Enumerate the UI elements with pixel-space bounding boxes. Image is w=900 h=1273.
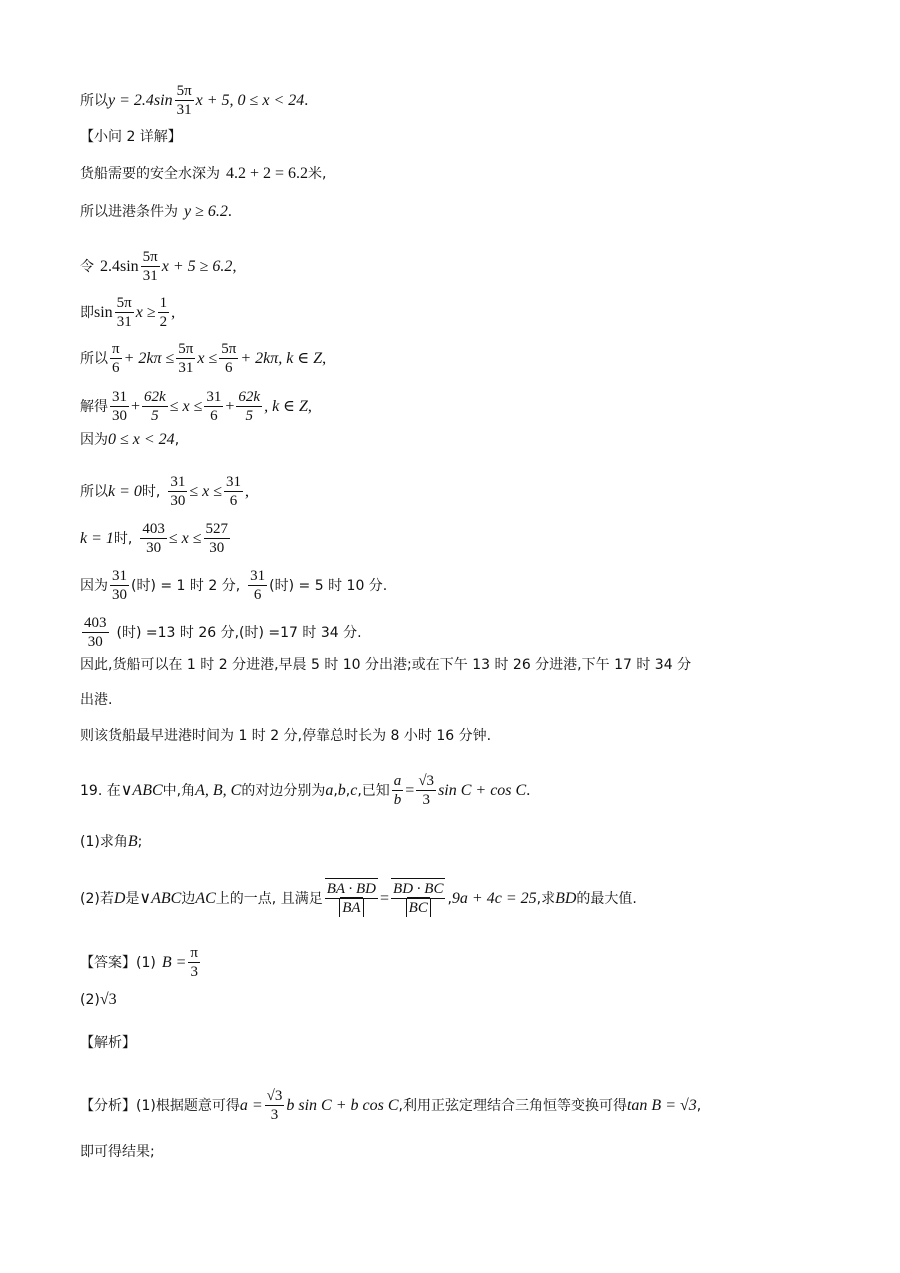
denominator: 30 xyxy=(112,408,127,424)
formula: k = 0 xyxy=(108,482,142,500)
fraction xyxy=(248,567,267,604)
numerator: 31 xyxy=(112,389,127,405)
numerator: 5π xyxy=(221,341,237,357)
formula: ≤ x ≤ xyxy=(168,529,202,547)
numerator: 1 xyxy=(159,295,168,311)
denominator: BA xyxy=(339,899,363,917)
fraction xyxy=(141,248,160,285)
formula: y = 2.4sin xyxy=(108,91,173,109)
text: 的对边分别为 xyxy=(241,782,326,799)
formula: y ≥ 6.2 xyxy=(184,203,228,220)
fraction xyxy=(325,880,378,917)
numerator: 403 xyxy=(84,615,107,631)
numerator: 403 xyxy=(142,521,165,537)
numerator: BA · BD xyxy=(326,881,377,897)
text: 所以 xyxy=(80,92,108,109)
fraction xyxy=(391,880,445,917)
denominator: 30 xyxy=(87,634,103,650)
denominator: 3 xyxy=(190,964,198,980)
punct: , xyxy=(232,257,237,275)
text: 货船需要的安全水深为 xyxy=(80,166,220,182)
formula: sin xyxy=(94,303,113,321)
numerator: 527 xyxy=(205,521,229,537)
numerator: 31 xyxy=(112,568,127,584)
fraction xyxy=(82,614,109,651)
formula: 2.4sin xyxy=(100,257,139,275)
text: (1)根据题意可得 xyxy=(136,1097,240,1114)
formula: k = 1 xyxy=(80,529,114,547)
question-2 xyxy=(80,880,637,917)
formula: + xyxy=(225,397,235,415)
line-6 xyxy=(80,294,175,331)
answer-label: 【答案】 xyxy=(80,954,136,971)
denominator: 2 xyxy=(159,314,168,330)
denominator: 6 xyxy=(229,493,238,509)
text: 因为 xyxy=(80,432,108,448)
formula: ≤ x ≤ xyxy=(189,482,223,500)
numerator: 31 xyxy=(226,474,242,490)
numerator: √3 xyxy=(418,773,435,789)
fraction xyxy=(265,1087,285,1124)
formula: BD xyxy=(555,889,577,907)
text: 的最大值. xyxy=(576,890,637,907)
numerator: 62k xyxy=(238,389,261,405)
punct: . xyxy=(526,781,531,799)
line-9 xyxy=(80,431,179,449)
denominator: 6 xyxy=(253,587,262,603)
formula: ≤ x ≤ xyxy=(169,397,203,415)
formula: x + 5, 0 ≤ x < 24 xyxy=(195,91,305,109)
text: 时, xyxy=(113,530,133,547)
line-16: 则该货船最早进港时间为 1 时 2 分,停靠总时长为 8 小时 16 分钟. xyxy=(80,728,492,744)
numerator: 31 xyxy=(170,474,186,490)
text: 上的一点, 且满足 xyxy=(215,890,323,907)
line-15: 出港. xyxy=(80,692,113,708)
fraction xyxy=(115,294,134,331)
formula: x + 5 ≥ 6.2 xyxy=(161,257,233,275)
answer-2 xyxy=(80,991,117,1009)
denominator: b xyxy=(393,792,402,808)
denominator: 30 xyxy=(112,587,127,603)
question-1 xyxy=(80,833,142,851)
fraction xyxy=(416,772,436,809)
text: 所以 xyxy=(80,483,108,500)
denominator: 31 xyxy=(178,360,194,376)
fraction xyxy=(219,340,238,377)
fraction xyxy=(110,340,122,377)
denominator: 6 xyxy=(112,360,120,376)
text: (时) = 1 时 2 分, xyxy=(131,577,241,594)
fraction xyxy=(175,82,194,119)
fraction xyxy=(140,520,167,557)
denominator: BC xyxy=(406,899,431,917)
formula: 0 ≤ x < 24 xyxy=(108,431,175,448)
formula: + 2kπ ≤ xyxy=(123,349,175,367)
denominator: 30 xyxy=(209,540,225,556)
formula: a xyxy=(325,781,334,799)
fraction xyxy=(204,388,223,425)
fraction xyxy=(110,388,129,425)
line-13 xyxy=(80,614,362,651)
numerator: 5π xyxy=(142,249,158,265)
line-10 xyxy=(80,473,249,510)
formula: = xyxy=(380,889,390,907)
text: (时) = 5 时 10 分. xyxy=(269,577,388,594)
text: (2) xyxy=(80,992,100,1008)
punct: , xyxy=(447,890,452,907)
formula: a = xyxy=(239,1096,263,1114)
text: 中,角 xyxy=(162,782,196,799)
denominator: 6 xyxy=(210,408,218,424)
punct: , xyxy=(307,397,312,415)
punct: , xyxy=(245,482,250,500)
numerator: 5π xyxy=(178,341,194,357)
text: ,已知 xyxy=(357,782,390,799)
line-14: 因此,货船可以在 1 时 2 分进港,早晨 5 时 10 分出港;或在下午 13 时 26 分进港,下午 17 时 34 分 xyxy=(80,657,692,673)
punct: ; xyxy=(137,834,143,850)
denominator: 31 xyxy=(176,102,192,118)
formula: AC xyxy=(195,889,216,907)
text: 边 xyxy=(181,890,196,907)
numerator: π xyxy=(112,341,120,357)
fraction xyxy=(236,388,262,425)
text: (1) xyxy=(136,954,156,971)
analysis-2: 即可得结果; xyxy=(80,1144,155,1160)
denominator: 30 xyxy=(146,540,162,556)
numerator: 62k xyxy=(144,389,166,405)
punct: , xyxy=(345,782,351,799)
punct: , xyxy=(174,432,180,448)
line-1 xyxy=(80,82,308,119)
formula: c xyxy=(350,781,358,799)
punct: , xyxy=(333,782,338,799)
fraction xyxy=(188,944,200,981)
text: ,求 xyxy=(536,890,556,907)
text: 令 xyxy=(80,258,94,275)
punct: , xyxy=(171,303,176,321)
punct: . xyxy=(227,203,232,220)
analysis-header: 【解析】 xyxy=(80,1035,136,1051)
numerator: 5π xyxy=(116,295,132,311)
formula: ∨ABC xyxy=(139,889,182,907)
text: 米, xyxy=(308,166,327,182)
formula: = xyxy=(405,781,415,799)
text: 所以 xyxy=(80,350,108,367)
formula: A, B, C xyxy=(195,781,242,799)
formula: sin C + cos C xyxy=(438,781,527,799)
formula: b sin C + b cos C xyxy=(286,1096,399,1114)
formula: 4.2 + 2 = 6.2 xyxy=(226,165,309,182)
fraction xyxy=(176,340,195,377)
answer-1 xyxy=(80,944,202,981)
denominator: 31 xyxy=(116,314,132,330)
fraction xyxy=(392,772,404,809)
analysis-1 xyxy=(80,1087,701,1124)
formula: tan B = √3 xyxy=(626,1096,697,1114)
text: (1)求角 xyxy=(80,834,128,850)
numerator: a xyxy=(393,773,402,789)
denominator: 5 xyxy=(151,408,159,424)
text: 即 xyxy=(80,304,94,321)
formula: b xyxy=(337,781,346,799)
numerator: 31 xyxy=(206,389,222,405)
text: 所以进港条件为 xyxy=(80,204,178,220)
punct: . xyxy=(304,91,309,109)
formula: + 2kπ, k ∈ Z xyxy=(240,349,323,367)
line-8 xyxy=(80,388,312,425)
numerator: 5π xyxy=(176,83,192,99)
punct: , xyxy=(322,349,327,367)
analysis-label: 【分析】 xyxy=(80,1097,136,1114)
formula: x ≤ xyxy=(197,349,218,367)
text: (时) =13 时 26 分,(时) =17 时 34 分. xyxy=(116,624,362,641)
fraction xyxy=(142,388,168,425)
line-5 xyxy=(80,248,236,285)
denominator: 31 xyxy=(142,268,158,284)
text: ,利用正弦定理结合三角恒等变换可得 xyxy=(398,1097,627,1114)
numerator: BD · BC xyxy=(393,881,444,897)
text: 是 xyxy=(125,890,140,907)
fraction xyxy=(168,473,187,510)
formula: x ≥ xyxy=(135,303,156,321)
formula: 9a + 4c = 25 xyxy=(451,889,537,907)
formula: B = xyxy=(161,953,187,971)
formula: ∨ABC xyxy=(120,781,163,799)
line-3 xyxy=(80,165,327,183)
denominator: 3 xyxy=(422,792,430,808)
numerator: √3 xyxy=(266,1088,283,1104)
line-7 xyxy=(80,340,326,377)
subquestion-2-header: 【小问 2 详解】 xyxy=(80,129,182,145)
denominator: 5 xyxy=(245,408,253,424)
problem-19 xyxy=(80,772,530,809)
text: (2)若 xyxy=(80,890,114,907)
formula: √3 xyxy=(99,991,117,1008)
text: 解得 xyxy=(80,398,108,415)
fraction xyxy=(204,520,231,557)
line-12 xyxy=(80,567,387,604)
denominator: 3 xyxy=(270,1107,279,1123)
line-11 xyxy=(80,520,232,557)
numerator: 31 xyxy=(250,568,266,584)
denominator: 6 xyxy=(225,360,233,376)
formula: , k ∈ Z xyxy=(264,397,308,415)
formula: D xyxy=(113,889,126,907)
fraction xyxy=(224,473,243,510)
punct: , xyxy=(696,1097,702,1114)
fraction xyxy=(110,567,129,604)
formula: + xyxy=(131,397,141,415)
text: 时, xyxy=(141,483,161,500)
formula: B xyxy=(127,833,138,850)
text: 因为 xyxy=(80,577,108,594)
text: 19. 在 xyxy=(80,782,121,799)
fraction xyxy=(158,294,170,331)
numerator: π xyxy=(190,945,198,961)
denominator: 30 xyxy=(170,493,186,509)
line-4 xyxy=(80,203,232,221)
